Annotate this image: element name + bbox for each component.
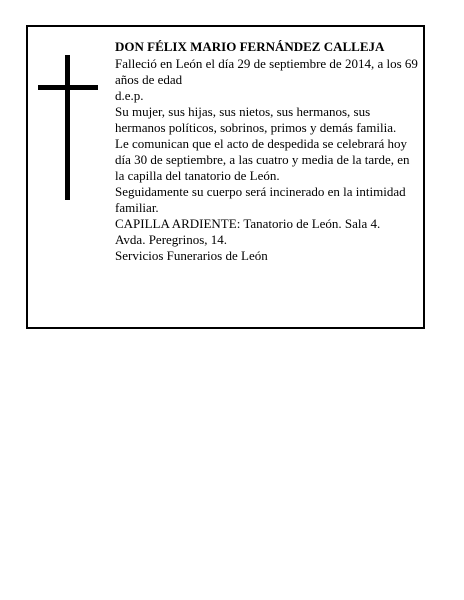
- cross-horizontal-bar: [38, 85, 98, 90]
- latin-cross-icon: [38, 55, 100, 200]
- funeral-services-line: Servicios Funerarios de León: [115, 248, 268, 263]
- funeral-chapel-line: CAPILLA ARDIENTE: Tanatorio de León. Sala 4.: [115, 216, 381, 231]
- rip-line: d.e.p.: [115, 88, 144, 103]
- obituary-notice: [26, 25, 425, 329]
- death-date-line: Falleció en León el día 29 de septiembre de 2014, a los 69 años de edad: [115, 56, 418, 87]
- notice-body: [115, 39, 421, 264]
- address-line: Avda. Peregrinos, 14.: [115, 232, 228, 247]
- family-line: Su mujer, sus hijas, sus nietos, sus hermanos, sus hermanos políticos, sobrinos, primos y demás familia.: [115, 104, 397, 135]
- deceased-name: DON FÉLIX MARIO FERNÁNDEZ CALLEJA: [115, 39, 385, 54]
- cremation-line: Seguidamente su cuerpo será incinerado en la intimidad familiar.: [115, 184, 406, 215]
- ceremony-line: Le comunican que el acto de despedida se celebrará hoy día 30 de septiembre, a las cuatro y media de la tarde, en la capilla del tanatorio de León.: [115, 136, 410, 183]
- cross-vertical-bar: [65, 55, 70, 200]
